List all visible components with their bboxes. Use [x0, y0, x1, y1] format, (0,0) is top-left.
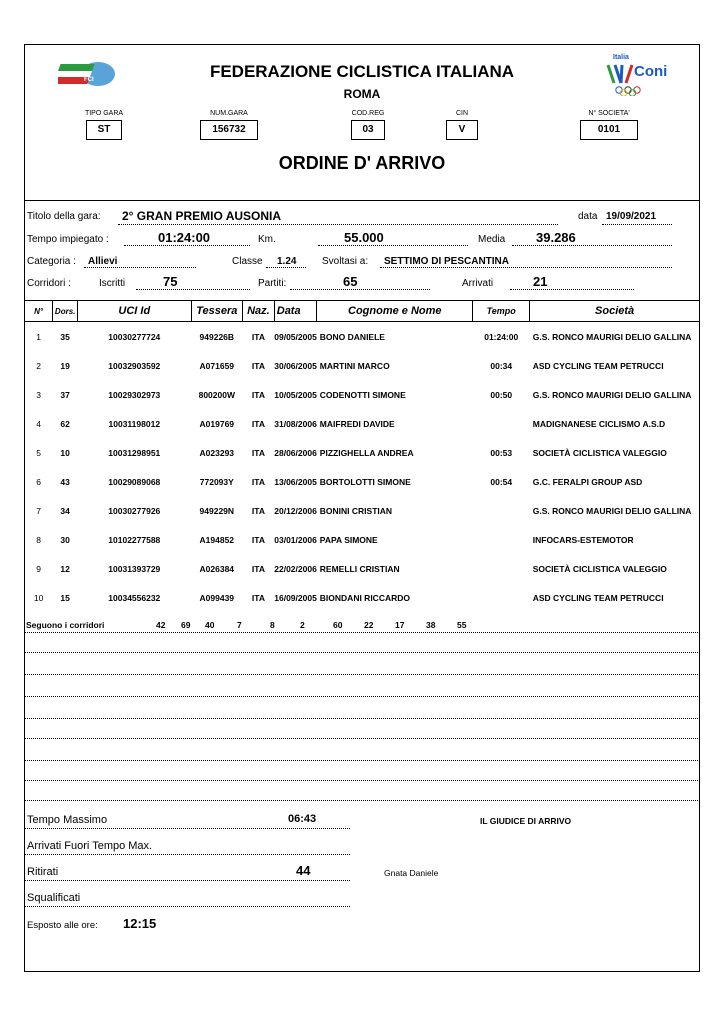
arrivati-underline [510, 289, 634, 290]
svolta-label: Svoltasi a: [322, 256, 369, 267]
blank-line [24, 800, 700, 801]
col-header-tessera: Tessera [191, 301, 243, 322]
ritirati-underline [24, 880, 350, 881]
cell-societa: G.C. FERALPI GROUP ASD [532, 476, 643, 487]
cell-dors: 12 [60, 563, 70, 574]
table-row [25, 322, 700, 352]
seguono-number: 2 [300, 620, 305, 630]
blank-line [24, 718, 700, 719]
categoria-value: Allievi [88, 256, 118, 267]
col-header-tempo: Tempo [473, 301, 530, 322]
cell-tempo: 00:54 [490, 476, 513, 487]
cell-societa: INFOCARS-ESTEMOTOR [532, 534, 634, 545]
tempo-massimo-underline [24, 828, 350, 829]
table-header-row [25, 301, 700, 322]
cell-n: 6 [36, 476, 41, 487]
blank-line [24, 780, 700, 781]
cell-tempo: 00:50 [490, 389, 513, 400]
cell-naz: ITA [251, 476, 265, 487]
titolo-underline [118, 224, 558, 225]
tipo-gara-box: ST [86, 120, 122, 140]
corridori-label: Corridori : [27, 278, 71, 289]
table-row [25, 583, 700, 612]
cell-n: 10 [33, 592, 44, 603]
data-underline [602, 224, 672, 225]
cell-naz: ITA [251, 360, 265, 371]
cell-tessera: A071659 [199, 360, 235, 371]
cell-uci-id: 10030277926 [108, 505, 161, 516]
cell-data: 09/05/2005 [274, 331, 317, 342]
squalificati-underline [24, 906, 350, 907]
cell-societa: MADIGNANESE CICLISMO A.S.D [532, 418, 666, 429]
seguono-number: 38 [426, 620, 436, 630]
cell-tempo: 00:34 [490, 360, 513, 371]
cell-tempo [473, 583, 530, 612]
cell-n: 1 [36, 331, 41, 342]
cell-tempo: 01:24:00 [484, 331, 519, 342]
cell-uci-id: 10029089068 [108, 476, 161, 487]
blank-line [24, 696, 700, 697]
col-header-societa: Società [530, 301, 700, 322]
cell-tessera: 772093Y [199, 476, 234, 487]
seguono-number: 55 [457, 620, 467, 630]
cell-tessera: 949229N [199, 505, 235, 516]
cell-tempo [473, 525, 530, 554]
table-row [25, 525, 700, 554]
giudice-label: IL GIUDICE DI ARRIVO [480, 816, 572, 826]
arrivati-label: Arrivati [462, 278, 494, 289]
cell-tempo [473, 409, 530, 438]
table-row [25, 409, 700, 438]
ritirati-value: 44 [296, 863, 311, 878]
cell-uci-id: 10032903592 [108, 360, 161, 371]
cell-n: 9 [36, 563, 41, 574]
cell-societa: G.S. RONCO MAURIGI DELIO GALLINA [532, 389, 692, 400]
federation-title: FEDERAZIONE CICLISTICA ITALIANA [209, 62, 515, 81]
cell-name: BORTOLOTTI SIMONE [319, 476, 411, 487]
cell-tessera: A019769 [199, 418, 235, 429]
cell-societa: SOCIETÀ CICLISTICA VALEGGIO [532, 447, 667, 458]
cell-tessera: A023293 [199, 447, 235, 458]
cin-box: V [446, 120, 478, 140]
cell-n: 4 [36, 418, 41, 429]
cell-dors: 37 [60, 389, 70, 400]
classe-underline [266, 267, 306, 268]
fuori-tempo-underline [24, 854, 350, 855]
cell-uci-id: 10034556232 [108, 592, 161, 603]
cell-dors: 35 [60, 331, 70, 342]
tempo-massimo-label: Tempo Massimo [27, 814, 108, 826]
table-row [25, 554, 700, 583]
cell-naz: ITA [251, 592, 265, 603]
cell-name: REMELLI CRISTIAN [319, 563, 400, 574]
cod-reg-box: 03 [351, 120, 385, 140]
seguono-number: 69 [181, 620, 191, 630]
cell-dors: 19 [60, 360, 70, 371]
col-header-dors: Dors. [53, 301, 78, 322]
cell-naz: ITA [251, 505, 265, 516]
categoria-label: Categoria : [27, 256, 76, 267]
seguono-number: 60 [333, 620, 343, 630]
svolta-underline [380, 267, 672, 268]
cell-tempo [473, 496, 530, 525]
cell-naz: ITA [251, 563, 265, 574]
coni-logo-name: Coni [634, 63, 668, 80]
table-row [25, 351, 700, 380]
data-label: data [578, 211, 598, 222]
cell-data: 22/02/2006 [274, 563, 317, 574]
cell-n: 5 [36, 447, 41, 458]
cell-dors: 34 [60, 505, 70, 516]
cell-n: 8 [36, 534, 41, 545]
seguono-number: 8 [270, 620, 275, 630]
blank-line [24, 674, 700, 675]
cell-name: PAPA SIMONE [319, 534, 378, 545]
cell-n: 7 [36, 505, 41, 516]
blank-line [24, 760, 700, 761]
blank-line [24, 652, 700, 653]
arrivati-value: 21 [533, 274, 548, 289]
num-gara-label: NUM.GARA [210, 110, 248, 117]
coni-logo [602, 54, 682, 98]
seguono-label: Seguono i corridori [26, 620, 105, 630]
seguono-number: 17 [395, 620, 405, 630]
data-value: 19/09/2021 [606, 211, 657, 222]
cell-tessera: 949226B [199, 331, 235, 342]
cell-tempo: 00:53 [490, 447, 513, 458]
table-row [25, 438, 700, 467]
table-row [25, 380, 700, 409]
cell-name: BONO DANIELE [319, 331, 385, 342]
cell-uci-id: 10030277724 [108, 331, 161, 342]
fuori-tempo-label: Arrivati Fuori Tempo Max. [27, 840, 153, 852]
cell-naz: ITA [251, 447, 265, 458]
col-header-data: Data [274, 301, 317, 322]
iscritti-label: Iscritti [99, 278, 126, 289]
partiti-underline [290, 289, 430, 290]
cell-data: 13/06/2005 [274, 476, 317, 487]
cell-uci-id: 10102277588 [108, 534, 161, 545]
cell-uci-id: 10031393729 [108, 563, 161, 574]
esposto-value: 12:15 [123, 916, 157, 931]
cell-data: 31/08/2006 [274, 418, 317, 429]
table-row [25, 496, 700, 525]
km-underline [318, 245, 468, 246]
cell-dors: 10 [60, 447, 70, 458]
col-header-uci-id: UCI Id [78, 301, 191, 322]
cell-n: 2 [36, 360, 41, 371]
divider [24, 200, 700, 201]
cell-societa: SOCIETÀ CICLISTICA VALEGGIO [532, 563, 667, 574]
partiti-value: 65 [343, 274, 358, 289]
cell-name: BONINI CRISTIAN [319, 505, 393, 516]
media-label: Media [478, 234, 506, 245]
col-header-naz: Naz. [243, 301, 275, 322]
cell-name: MARTINI MARCO [319, 360, 390, 371]
cell-name: CODENOTTI SIMONE [319, 389, 406, 400]
cod-reg-label: COD.REG [351, 110, 385, 117]
cell-tessera: A026384 [199, 563, 235, 574]
cell-tempo [473, 554, 530, 583]
media-value: 39.286 [536, 230, 576, 245]
cell-dors: 43 [60, 476, 70, 487]
cell-data: 30/06/2005 [274, 360, 317, 371]
seguono-number: 7 [237, 620, 242, 630]
cell-societa: ASD CYCLING TEAM PETRUCCI [532, 592, 664, 603]
seguono-number: 42 [156, 620, 166, 630]
seguono-number: 22 [364, 620, 374, 630]
seguono-number: 40 [205, 620, 215, 630]
categoria-underline [84, 267, 196, 268]
tempo-underline [124, 245, 250, 246]
cell-societa: G.S. RONCO MAURIGI DELIO GALLINA [532, 505, 692, 516]
titolo-label: Titolo della gara: [27, 211, 101, 222]
n-societa-box: 0101 [580, 120, 638, 140]
results-table [24, 300, 700, 612]
tempo-massimo-value: 06:43 [288, 813, 317, 825]
blank-line [24, 738, 700, 739]
fci-logo-text: FCI [84, 77, 94, 83]
cell-tessera: A194852 [199, 534, 235, 545]
cell-name: PIZZIGHELLA ANDREA [319, 447, 414, 458]
classe-value: 1.24 [277, 256, 297, 267]
tipo-gara-label: TIPO GARA [84, 110, 124, 117]
cell-tessera: 800200W [198, 389, 235, 400]
esposto-label: Esposto alle ore: [27, 920, 98, 931]
cell-naz: ITA [251, 331, 265, 342]
table-row [25, 467, 700, 496]
cell-dors: 15 [60, 592, 70, 603]
squalificati-label: Squalificati [27, 892, 81, 904]
city-label: ROMA [343, 87, 381, 101]
partiti-label: Partiti: [258, 278, 287, 289]
cell-naz: ITA [251, 534, 265, 545]
cell-n: 3 [36, 389, 41, 400]
classe-label: Classe [232, 256, 263, 267]
coni-logo-top-text: Italia [613, 54, 629, 61]
cell-uci-id: 10031198012 [108, 418, 161, 429]
cell-data: 20/12/2006 [274, 505, 317, 516]
document-title: ORDINE D' ARRIVO [278, 153, 446, 173]
blank-line [24, 632, 700, 633]
giudice-name: Gnata Daniele [384, 868, 439, 878]
cell-societa: G.S. RONCO MAURIGI DELIO GALLINA [532, 331, 692, 342]
cell-data: 03/01/2006 [274, 534, 317, 545]
cell-name: MAIFREDI DAVIDE [319, 418, 395, 429]
km-value: 55.000 [344, 230, 384, 245]
cell-dors: 62 [60, 418, 70, 429]
cell-naz: ITA [251, 418, 265, 429]
tempo-value: 01:24:00 [158, 230, 211, 245]
fci-logo [58, 60, 116, 88]
tempo-label: Tempo impiegato : [27, 234, 109, 245]
cell-name: BIONDANI RICCARDO [319, 592, 410, 603]
cell-naz: ITA [251, 389, 265, 400]
km-label: Km. [258, 234, 276, 245]
iscritti-underline [136, 289, 250, 290]
cell-data: 16/09/2005 [274, 592, 317, 603]
cin-label: CIN [455, 110, 469, 117]
ritirati-label: Ritirati [27, 866, 59, 878]
svolta-value: SETTIMO DI PESCANTINA [384, 256, 510, 267]
col-header-n: N° [25, 301, 53, 322]
col-header-cognome-nome: Cognome e Nome [317, 301, 473, 322]
cell-uci-id: 10031298951 [108, 447, 161, 458]
cell-uci-id: 10029302973 [108, 389, 161, 400]
media-underline [512, 245, 672, 246]
num-gara-box: 156732 [200, 120, 258, 140]
cell-data: 10/05/2005 [274, 389, 317, 400]
cell-societa: ASD CYCLING TEAM PETRUCCI [532, 360, 664, 371]
titolo-value: 2° GRAN PREMIO AUSONIA [122, 209, 282, 223]
cell-dors: 30 [60, 534, 70, 545]
iscritti-value: 75 [163, 274, 178, 289]
cell-data: 28/06/2006 [274, 447, 317, 458]
n-societa-label: N° SOCIETA' [588, 110, 630, 117]
cell-tessera: A099439 [199, 592, 235, 603]
